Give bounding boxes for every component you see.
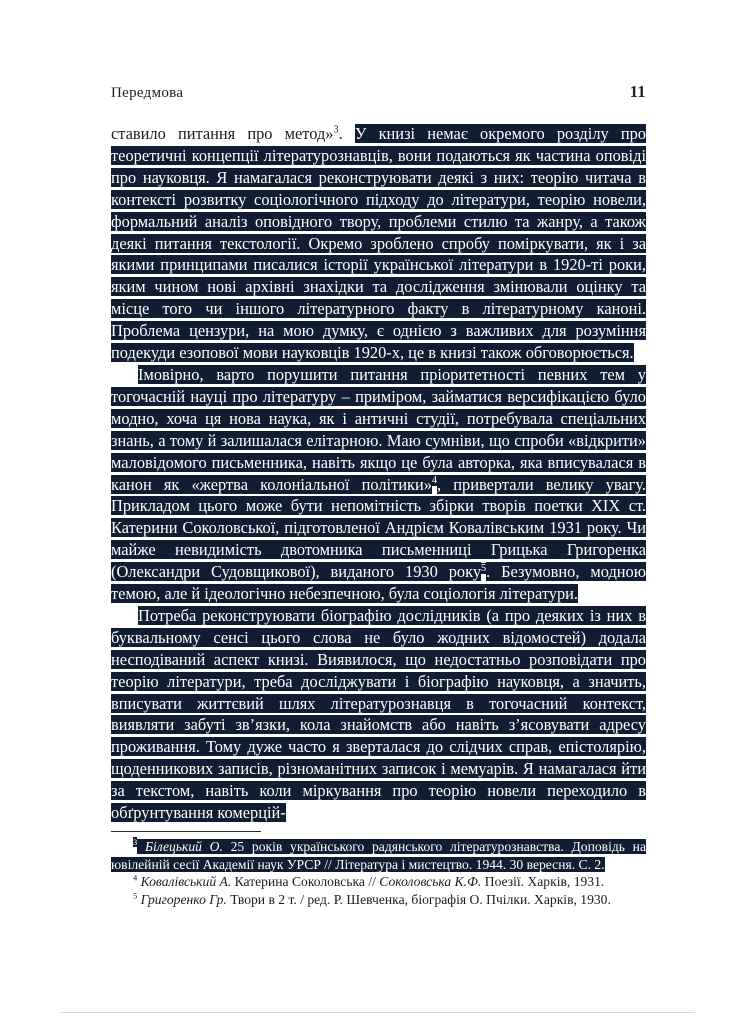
page-content [111, 82, 646, 909]
footnote-4[interactable]: $^4$ Ковалівський А. Катерина Соколовська // Соколовська К.Ф. Поезії. Харків, 1931. [133, 872, 605, 890]
running-header [111, 82, 646, 102]
footnotes[interactable] [111, 838, 646, 909]
running-title: Передмова [111, 85, 184, 101]
body-text[interactable] [111, 123, 646, 824]
paragraph-3[interactable]: Потреба реконструювати біографію дослідників (а про деяких із них в буквальному сенсі цього слова не було жодних відомостей) додала несподіваний аспект книзі. Виявилося, що недостатньо розповідати про теорію літератури, треба досліджувати і біографію науковця, а значить, вписувати життєвий шлях літературознавця в тогочасний контекст, виявляти забуті зв’язки, кола знайомств або навіть з’ясовувати адресу проживання. Тому дуже часто я зверталася до слідчих справ, епістолярію, щоденникових записів, різноманітних записок і мемуарів. Я намагалася йти за текстом, навіть коли міркування про теорію новели переходило в обґрунтування комерцій- [111, 605, 646, 823]
footnote-separator [111, 831, 261, 832]
paragraph-1[interactable]: ставило питання про метод»$^3$. У книзі немає окремого розділу про теоретичні концепції літературознавців, вони подаються як частина оповіді про науковця. Я намагалася реконструювати деякі з них: теорію читача в контексті розвитку соціологічного підходу до літератури, теорію новели, формальний аналіз оповідного твору, проблеми стилю та жанру, а також деякі питання текстології. Окремо зроблено спробу поміркувати, як і за якими принципами писалися історії української літератури в 1920-ті роки, яким чином нові архівні знахідки та дослідження змінювали оцінку та місце того чи іншого літературного факту в літературному каноні. Проблема цензури, на мою думку, є однією з важливих для розуміння подекуди езопової мови науковців 1920-х, це в книзі також обговорюється. [111, 124, 646, 363]
paragraph-2[interactable]: Імовірно, варто порушити питання пріоритетності певних тем у тогочасній науці про літературу – приміром, займатися версифікацією було модно, хоча ця нова наука, як і античні студії, потребувала спеціальних знань, а тому й залишалася елітарною. Маю сумніви, що спроби «відкрити» маловідомого письменника, навіть якщо це була авторка, яка вписувалася в канон як «жертва колоніальної політики»$^4$, привертали велику увагу. Прикладом цього може бути непомітність збірки творів поетки XIX ст. Катерини Соколовської, підготовленої Андрієм Ковалівським 1931 року. Чи майже невидимість двотомника письменниці Грицька Григоренка (Олександри Судовщикової), виданого 1930 року$^5$. Безумовно, модною темою, але й ідеологічно небезпечною, була соціологія літератури. [111, 364, 646, 604]
footnote-3[interactable]: $^3$ Білецький О. 25 років українського радянського літературознавства. Доповідь на ювілейній сесії Академії наук УРСР // Література і мистецтво. 1944. 30 вересня. С. 2. [111, 837, 646, 872]
page-bottom-rule [60, 1012, 695, 1013]
page-number: 11 [629, 82, 646, 101]
footnote-5[interactable]: $^5$ Григоренко Гр. Твори в 2 т. / ред. Р. Шевченка, біографія О. Пчілки. Харків, 1930. [133, 890, 611, 908]
